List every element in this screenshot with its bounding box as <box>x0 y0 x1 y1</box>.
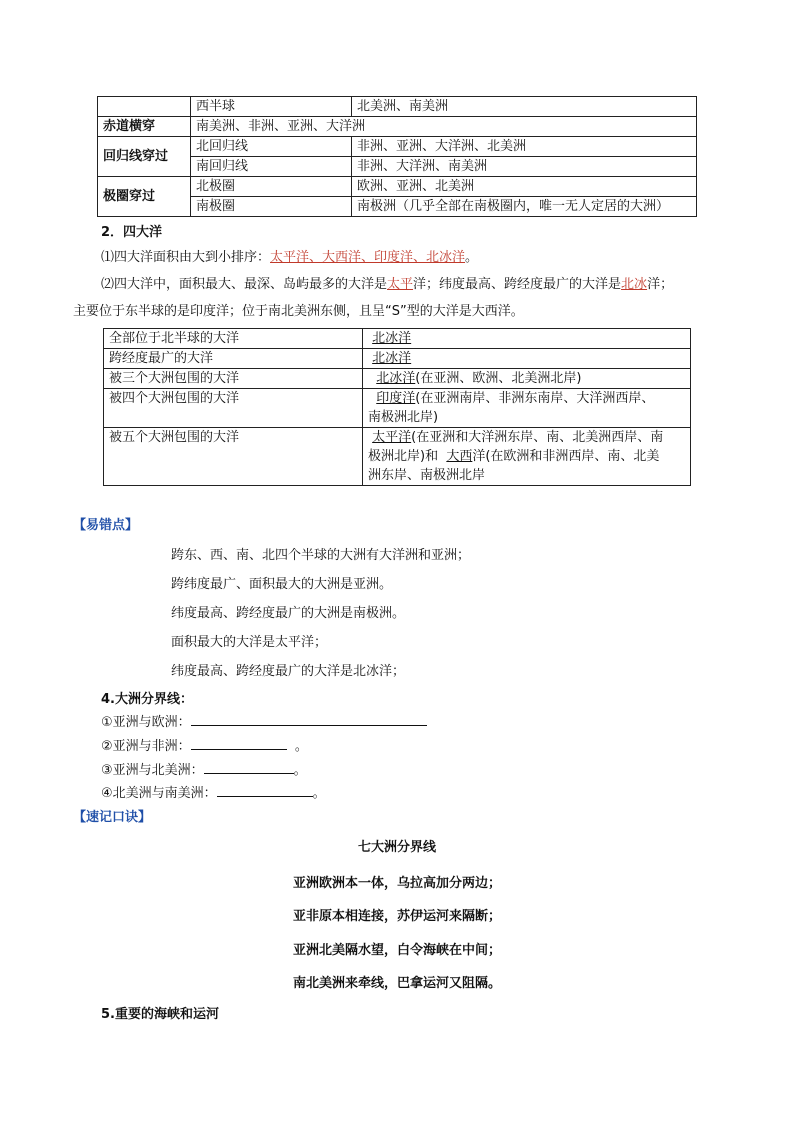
paragraph: 主要位于东半球的是印度洋；位于南北美洲东侧，且呈“S”型的大洋是大西洋。 <box>73 304 524 319</box>
table-row <box>104 329 691 349</box>
poem-title: 七大洲分界线 <box>357 840 436 855</box>
table-row <box>104 349 691 369</box>
list-item: 跨纬度最广、面积最大的大洲是亚洲。 <box>171 577 393 592</box>
poem-line: 亚洲北美隔水望，白令海峡在中间； <box>292 943 501 958</box>
section-heading: 5.重要的海峡和运河 <box>101 1007 219 1022</box>
table-cell: 南回归线 <box>191 157 352 177</box>
section-heading: 4.大洲分界线： <box>101 692 193 707</box>
answer-blank <box>191 711 427 726</box>
section-heading: 2．四大洋 <box>101 225 163 240</box>
fill-blank-line: ②亚洲与非洲： 。 <box>101 735 308 754</box>
answer-text: 太平 <box>387 277 414 292</box>
fill-blank-line: ④北美洲与南美洲： 。 <box>101 782 326 801</box>
table-cell: 北极圈 <box>191 177 352 197</box>
table-cell: 被五个大洲包围的大洋 <box>104 428 363 486</box>
table-cell: 赤道横穿 <box>98 117 191 137</box>
table-cell: 非洲、大洋洲、南美洲 <box>352 157 697 177</box>
table-cell: 欧洲、亚洲、北美洲 <box>352 177 697 197</box>
table-row <box>98 117 697 137</box>
table-row <box>98 97 697 117</box>
list-item: 跨东、西、南、北四个半球的大洲有大洋洲和亚洲； <box>171 548 471 563</box>
list-item: 纬度最高、跨经度最广的大洲是南极洲。 <box>171 606 406 621</box>
fill-blank-line: ③亚洲与北美洲： 。 <box>101 759 307 778</box>
table-cell: 被三个大洲包围的大洋 <box>104 369 363 389</box>
table-cell: 北冰洋(在亚洲、欧洲、北美洲北岸) <box>363 369 691 389</box>
answer-text: 北冰 <box>621 277 648 292</box>
table-cell: 南极洲（几乎全部在南极圈内，唯一无人定居的大洲） <box>352 197 697 217</box>
table-cell: 太平洋(在亚洲和大洋洲东岸、南、北美洲西岸、南 极洲北岸)和 大西洋(在欧洲和非洲西岸、南、北美 洲东岸、南极洲北岸 <box>363 428 691 486</box>
paragraph: ⑴四大洋面积由大到小排序：太平洋、大西洋、印度洋、北冰洋。 <box>101 250 479 265</box>
continents-table <box>97 96 697 217</box>
answer-blank <box>217 782 313 797</box>
table-row <box>104 428 691 486</box>
paragraph: ⑵四大洋中，面积最大、最深、岛屿最多的大洋是太平洋；纬度最高、跨经度最广的大洋是北冰洋； <box>101 277 674 292</box>
table-cell: 西半球 <box>191 97 352 117</box>
answer-text: 太平洋、大西洋、印度洋、北冰洋 <box>270 250 466 265</box>
table-cell: 北美洲、南美洲 <box>352 97 697 117</box>
table-row <box>104 389 691 428</box>
table-cell: 回归线穿过 <box>98 137 191 177</box>
table-cell: 南美洲、非洲、亚洲、大洋洲 <box>191 117 697 137</box>
table-row <box>104 369 691 389</box>
list-item: 面积最大的大洋是太平洋； <box>171 635 328 650</box>
poem-line: 亚非原本相连接，苏伊运河来隔断； <box>292 909 501 924</box>
table-cell: 印度洋(在亚洲南岸、非洲东南岸、大洋洲西岸、 南极洲北岸) <box>363 389 691 428</box>
table-cell: 北回归线 <box>191 137 352 157</box>
fill-blank-line: ①亚洲与欧洲： <box>101 711 427 730</box>
table-cell: 全部位于北半球的大洋 <box>104 329 363 349</box>
table-cell: 非洲、亚洲、大洋洲、北美洲 <box>352 137 697 157</box>
answer-blank <box>204 759 294 774</box>
poem-line: 亚洲欧洲本一体，乌拉高加分两边； <box>292 876 501 891</box>
table-cell: 北冰洋 <box>363 329 691 349</box>
table-cell: 跨经度最广的大洋 <box>104 349 363 369</box>
table-row <box>98 177 697 197</box>
poem-line: 南北美洲来牵线，巴拿运河又阻隔。 <box>292 976 501 991</box>
table-row <box>98 137 697 157</box>
oceans-table <box>103 328 691 486</box>
table-cell: 被四个大洲包围的大洋 <box>104 389 363 428</box>
section-heading: 【易错点】 <box>73 518 139 533</box>
answer-blank <box>191 735 287 750</box>
table-cell: 北冰洋 <box>363 349 691 369</box>
table-cell: 极圈穿过 <box>98 177 191 217</box>
section-heading: 【速记口诀】 <box>73 810 152 825</box>
list-item: 纬度最高、跨经度最广的大洋是北冰洋； <box>171 664 406 679</box>
table-cell: 南极圈 <box>191 197 352 217</box>
